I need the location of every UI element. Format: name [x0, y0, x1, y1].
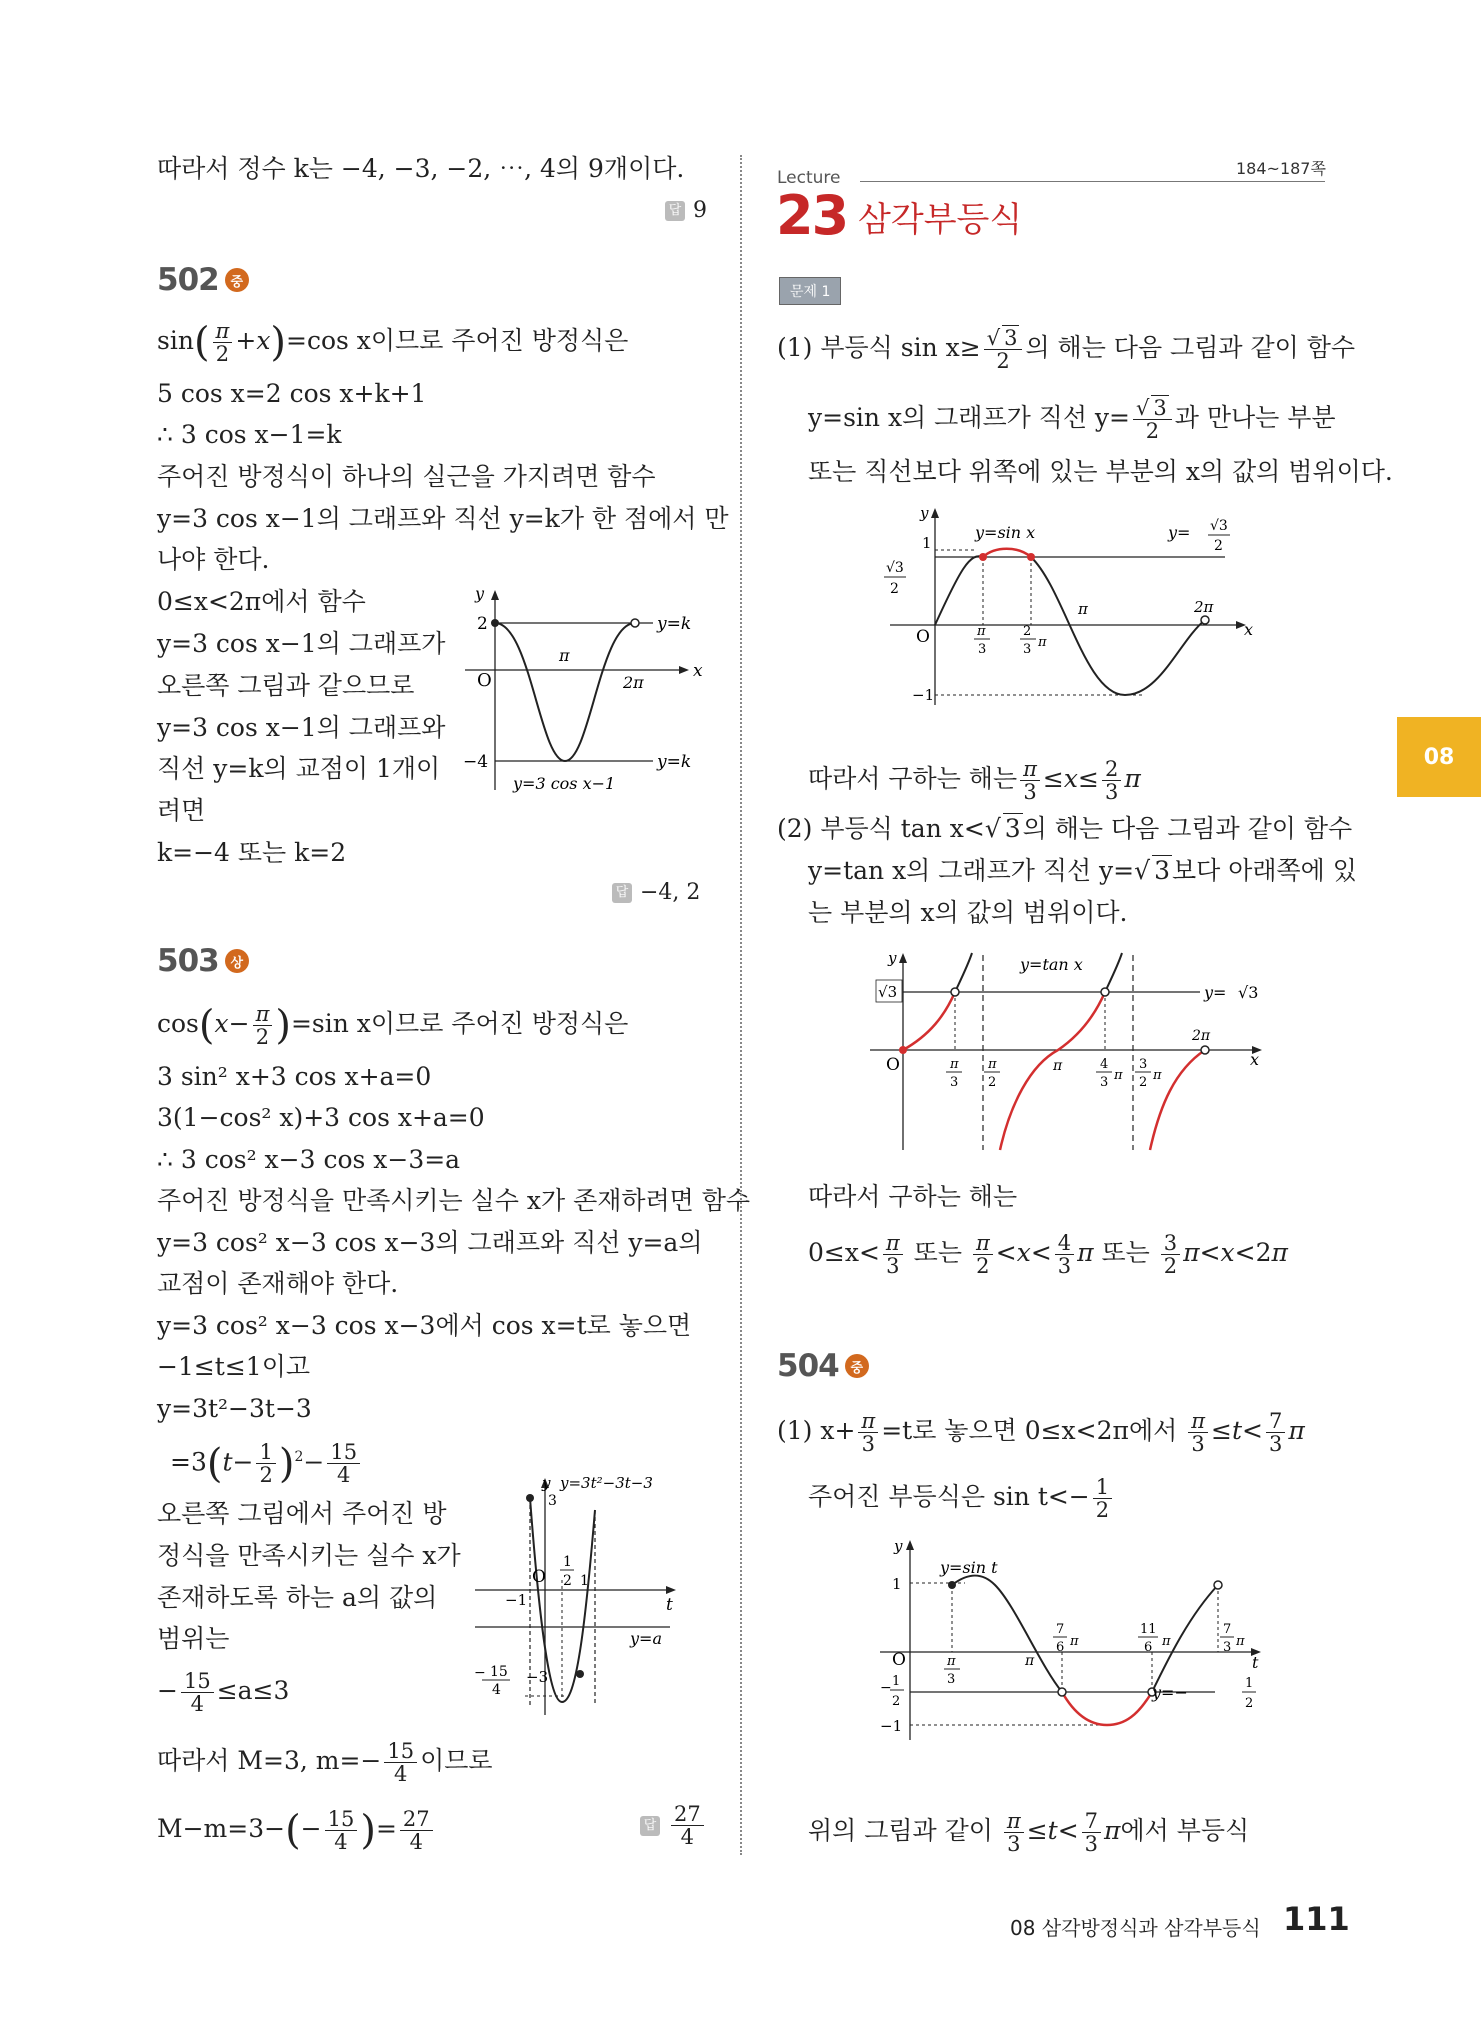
answer-icon: 답 — [665, 201, 685, 221]
lecture-number: 23 — [776, 184, 848, 247]
p502-line3: ∴ 3 cos x−1=k — [157, 420, 342, 449]
p502-line8: y=3 cos x−1의 그래프가 — [157, 629, 446, 658]
svg-text:−: − — [880, 1680, 892, 1696]
p503-line4: ∴ 3 cos² x−3 cos x−3=a — [157, 1145, 461, 1174]
p503-parabola-graph — [470, 1470, 710, 1720]
s1-line4: 따라서 구하는 해는 $\frac{\pi}{3}$ ≤x≤ $\frac{2}{3}$ π — [808, 757, 1141, 804]
p503-line5: 주어진 방정식을 만족시키는 실수 x가 존재하려면 함수 — [157, 1186, 751, 1215]
p502-cos-graph — [455, 585, 715, 795]
p503-line8: y=3 cos² x−3 cos x−3에서 cos x=t로 놓으면 — [157, 1311, 692, 1340]
p503-line1: cos(x− $\frac{\pi}{2}$ )=sin x이므로 주어진 방정식은 — [157, 1002, 629, 1049]
graph-x-label: x — [693, 661, 703, 681]
graph-curve-label: y=3t²−3t−3 — [560, 1474, 653, 1492]
p503-answer — [640, 1803, 707, 1848]
p503-line11: =3(t− $\frac{1}{2}$ )$^2$− $\frac{15}{4}$ — [170, 1440, 363, 1486]
p503-l16-post: ≤a≤3 — [216, 1676, 290, 1705]
p502-line10: y=3 cos x−1의 그래프와 — [157, 713, 446, 742]
frac-pi-2: $\frac{\pi}{2}$ — [253, 1003, 273, 1048]
p504-l3-pre: 위의 그림과 같이 — [808, 1816, 993, 1845]
p503-line7: 교점이 존재해야 한다. — [157, 1269, 399, 1298]
graph-vm3: −3 — [526, 1668, 549, 1686]
s2-l2-post: 보다 아래쪽에 있 — [1171, 856, 1357, 885]
s1-l2-pre: y=sin x의 그래프가 직선 y= — [808, 403, 1131, 432]
s2-line2: y=tan x의 그래프가 직선 y=√ 3보다 아래쪽에 있 — [808, 856, 1357, 885]
problem-503-number — [157, 943, 249, 979]
intro-answer — [665, 198, 707, 223]
s2-line4: 따라서 구하는 해는 — [808, 1182, 1018, 1211]
svg-text:7: 7 — [1223, 1622, 1232, 1637]
graph-2pi3-num: 2 — [1023, 624, 1032, 639]
graph-value-2: 2 — [477, 614, 488, 634]
s2-line5: 0≤x< $\frac{\pi}{3}$ 또는 $\frac{\pi}{2}$ <x< $\frac{4}{3}$ π 또는 $\frac{3}{2}$ π<x<2π — [808, 1231, 1288, 1278]
graph-origin: O — [916, 627, 930, 647]
graph-line-top: y=k — [657, 614, 692, 634]
difficulty-badge: 중 — [225, 268, 249, 292]
graph-curve-label: y=sin x — [975, 523, 1036, 542]
p503-line2: 3 sin² x+3 cos x+a=0 — [157, 1062, 432, 1091]
difficulty-badge: 상 — [225, 949, 249, 973]
p502-line11: 직선 y=k의 교점이 1개이 — [157, 754, 441, 783]
problem-504-number — [777, 1348, 869, 1384]
graph-7pi6-den: 6 — [1056, 1640, 1065, 1655]
p504-sin-graph — [870, 1535, 1270, 1745]
graph-sqrt3: 3 — [887, 983, 898, 1001]
graph-curve-label: y=tan x — [1020, 955, 1083, 974]
p502-l1-post: =cos x이므로 주어진 방정식은 — [286, 326, 629, 355]
svg-text:2: 2 — [1245, 1696, 1254, 1711]
svg-text:π: π — [988, 1057, 997, 1072]
answer-icon: 답 — [640, 1816, 660, 1836]
graph-pi: π — [1025, 1653, 1035, 1669]
answer-num: 27 — [671, 1803, 704, 1826]
svg-text:2: 2 — [1139, 1075, 1148, 1090]
graph-line-bot: y=k — [657, 752, 692, 772]
p503-l17-post: 이므로 — [420, 1746, 493, 1775]
svg-text:√3: √3 — [1238, 983, 1259, 1002]
graph-origin: O — [886, 1055, 900, 1075]
p503-l17-pre: 따라서 M=3, m=− — [157, 1746, 382, 1775]
graph-x-label: x — [1250, 1050, 1260, 1069]
p502-line6: 나야 한다. — [157, 545, 270, 574]
s2-l1-pre: (2) 부등식 tan x< — [777, 814, 985, 843]
p504-l1-mid: =t로 놓으면 0≤x<2π에서 — [881, 1416, 1178, 1445]
graph-7pi6-num: 7 — [1056, 1622, 1065, 1637]
difficulty-badge: 중 — [845, 1354, 869, 1378]
footer-page-number: 111 — [1283, 1900, 1350, 1938]
graph-2pi: 2π — [1192, 1028, 1211, 1044]
svg-text:3: 3 — [1223, 1640, 1232, 1655]
svg-text:π: π — [1162, 1634, 1171, 1649]
lecture-rule — [860, 181, 1325, 182]
problem-502-number — [157, 262, 249, 298]
graph-y-label: y — [542, 1474, 551, 1492]
graph-line-label: y= — [1168, 523, 1191, 542]
answer-fraction — [671, 1803, 704, 1848]
s1-l1-pre: (1) 부등식 sin x≥ — [777, 333, 981, 362]
p502-line2: 5 cos x=2 cos x+k+1 — [157, 379, 427, 408]
graph-mone: −1 — [912, 686, 935, 704]
svg-text:π: π — [1070, 1634, 1079, 1649]
graph-half-num: 1 — [563, 1554, 572, 1570]
p504-l1-pre: (1) x+ — [777, 1416, 856, 1445]
graph-one: 1 — [922, 534, 932, 552]
graph-mone: −1 — [880, 1717, 903, 1735]
graph-pi3-num: π — [977, 624, 986, 639]
p503-line6: y=3 cos² x−3 cos x−3의 그래프와 직선 y=a의 — [157, 1228, 703, 1257]
s2-l5-pre: 0≤x< — [808, 1238, 880, 1267]
graph-curve-label: y=3 cos x−1 — [513, 774, 616, 793]
svg-text:π: π — [1038, 635, 1047, 650]
p503-line18: M−m=3−(− $\frac{15}{4}$ )= $\frac{27}{4}$ — [157, 1808, 436, 1853]
s1-line1: (1) 부등식 sin x≥ $\frac{√ 3}{2}$ 의 해는 다음 그림과 같이 함수 — [777, 326, 1355, 373]
lecture-label: Lecture — [777, 168, 841, 188]
answer-value: 9 — [693, 198, 707, 223]
svg-text:1: 1 — [1245, 1676, 1254, 1691]
intro-line: 따라서 정수 k는 −4, −3, −2, ⋯, 4의 9개이다. — [157, 154, 685, 183]
svg-text:π: π — [1114, 1068, 1123, 1083]
s1-l4-pre: 따라서 구하는 해는 — [808, 764, 1018, 793]
graph-y-label: y — [894, 1537, 903, 1555]
graph-origin: O — [892, 1650, 906, 1670]
s1-l1-post: 의 해는 다음 그림과 같이 함수 — [1025, 333, 1355, 362]
s2-line1: (2) 부등식 tan x<√ 3의 해는 다음 그림과 같이 함수 — [777, 814, 1353, 843]
svg-text:π: π — [1236, 1634, 1245, 1649]
p503-l1-pre: cos — [157, 1009, 199, 1038]
p502-line13: k=−4 또는 k=2 — [157, 838, 347, 867]
p504-line2: 주어진 부등식은 sin t<− $\frac{1}{2}$ — [808, 1476, 1115, 1521]
svg-text:√3: √3 — [886, 560, 904, 576]
graph-v3: 3 — [548, 1493, 557, 1509]
p502-l1-pre: sin — [157, 326, 194, 355]
graph-pi: π — [1053, 1058, 1063, 1074]
graph-4pi3-den: 3 — [1100, 1075, 1109, 1090]
graph-line-label: y= — [1204, 983, 1227, 1002]
lecture-title: 삼각부등식 — [858, 200, 1023, 240]
p504-l3-post: 에서 부등식 — [1120, 1816, 1250, 1845]
p504-line3: 위의 그림과 같이 $\frac{\pi}{3}$ ≤t< $\frac{7}{3}$ π에서 부등식 — [808, 1809, 1250, 1856]
s1-line3: 또는 직선보다 위쪽에 있는 부분의 x의 값의 범위이다. — [808, 457, 1393, 486]
p503-line3: 3(1−cos² x)+3 cos x+a=0 — [157, 1103, 485, 1132]
p502-line12: 려면 — [157, 796, 206, 825]
p502-answer — [612, 880, 700, 905]
s2-line3: 는 부분의 x의 값의 범위이다. — [808, 898, 1128, 927]
graph-11pi6-num: 11 — [1140, 1622, 1157, 1637]
graph-y-label: y — [888, 949, 897, 967]
graph-2pi: 2π — [623, 673, 644, 692]
graph-pi: π — [559, 646, 570, 665]
svg-text:√3: √3 — [878, 983, 898, 1001]
graph-y-label: y — [920, 504, 929, 522]
graph-pi: π — [1078, 600, 1088, 618]
answer-icon: 답 — [612, 883, 632, 903]
page-range: 184~187쪽 — [1236, 159, 1326, 178]
p503-line9: −1≤t≤1이고 — [157, 1352, 310, 1381]
graph-pi3-den: 3 — [978, 642, 987, 657]
svg-text:2: 2 — [1214, 538, 1223, 554]
footer-chapter: 08 삼각방정식과 삼각부등식 — [1010, 1916, 1261, 1940]
p503-line15: 범위는 — [157, 1624, 230, 1653]
p502-line7: 0≤x<2π에서 함수 — [157, 587, 366, 616]
graph-pi2-den: 2 — [988, 1075, 997, 1090]
p504-l2-pre: 주어진 부등식은 sin t<− — [808, 1482, 1090, 1511]
p503-line17: 따라서 M=3, m=− $\frac{15}{4}$ 이므로 — [157, 1739, 493, 1786]
problem-tag: 문제 1 — [779, 277, 841, 305]
p502-line5: y=3 cos x−1의 그래프와 직선 y=k가 한 점에서 만 — [157, 504, 729, 533]
problem-number: 502 — [157, 262, 219, 298]
p503-line13: 정식을 만족시키는 실수 x가 — [157, 1541, 461, 1570]
s2-l5-or1: 또는 — [913, 1238, 962, 1267]
p503-line12: 오른쪽 그림에서 주어진 방 — [157, 1499, 447, 1528]
graph-half-den: 2 — [563, 1573, 572, 1589]
s2-tan-graph — [860, 945, 1270, 1160]
graph-m15-den: 4 — [492, 1682, 501, 1698]
frac-pi-2: $\frac{\pi}{2}$ — [213, 320, 233, 365]
graph-line-label: y=a — [630, 1629, 662, 1648]
graph-one: 1 — [892, 1575, 902, 1593]
problem-number: 503 — [157, 943, 219, 979]
graph-half-den: 2 — [892, 1694, 901, 1709]
svg-text:−: − — [474, 1665, 486, 1681]
p503-l18-pre: M−m=3− — [157, 1814, 286, 1843]
p503-l11-pre: =3 — [170, 1447, 207, 1477]
graph-t-label: t — [666, 1595, 673, 1615]
svg-text:2: 2 — [890, 581, 899, 597]
svg-text:π: π — [947, 1654, 956, 1669]
svg-text:3: 3 — [950, 1075, 959, 1090]
graph-origin: O — [477, 670, 492, 691]
graph-pi3-den: 3 — [947, 1672, 956, 1687]
graph-value-m4: −4 — [463, 752, 489, 772]
s2-l2-pre: y=tan x의 그래프가 직선 y= — [808, 856, 1135, 885]
s1-sin-graph — [880, 500, 1260, 715]
graph-2pi: 2π — [1194, 598, 1214, 616]
svg-text:6: 6 — [1144, 1640, 1153, 1655]
svg-text:√3: √3 — [1210, 518, 1228, 534]
p502-line9: 오른쪽 그림과 같으므로 — [157, 671, 415, 700]
graph-t-label: t — [1252, 1653, 1259, 1672]
svg-text:π: π — [950, 1057, 959, 1072]
p502-line1: sin( $\frac{\pi}{2}$ +x)=cos x이므로 주어진 방정식은 — [157, 319, 629, 366]
svg-text:3: 3 — [1023, 642, 1032, 657]
graph-4pi3-num: 4 — [1100, 1057, 1109, 1072]
column-divider — [740, 155, 742, 1855]
p503-line10: y=3t²−3t−3 — [157, 1394, 312, 1423]
s1-line2: y=sin x의 그래프가 직선 y= $\frac{√ 3}{2}$ 과 만나는 부분 — [808, 396, 1336, 443]
chapter-side-tab: 08 — [1397, 717, 1481, 797]
s1-l2-post: 과 만나는 부분 — [1174, 403, 1336, 432]
graph-y-label: y — [475, 585, 485, 603]
p504-line1: (1) x+ $\frac{\pi}{3}$ =t로 놓으면 0≤x<2π에서 $\frac{\pi}{3}$ ≤t< $\frac{7}{3}$ π — [777, 1409, 1305, 1456]
graph-m15-num: 15 — [490, 1664, 508, 1680]
graph-origin: O — [532, 1567, 546, 1587]
graph-x-label: x — [1244, 620, 1254, 639]
p503-l1-post: =sin x이므로 주어진 방정식은 — [290, 1009, 629, 1038]
graph-line-label: y=− — [1152, 1683, 1188, 1702]
answer-value: −4, 2 — [640, 880, 701, 905]
graph-half-num: 1 — [892, 1674, 901, 1689]
svg-text:π: π — [1153, 1068, 1162, 1083]
s2-l1-post: 의 해는 다음 그림과 같이 함수 — [1022, 814, 1353, 843]
graph-one: 1 — [580, 1573, 589, 1589]
p503-line14: 존재하도록 하는 a의 값의 — [157, 1583, 438, 1612]
answer-den: 4 — [680, 1825, 695, 1849]
problem-number: 504 — [777, 1348, 839, 1384]
svg-text:3: 3 — [1139, 1057, 1148, 1072]
p502-line4: 주어진 방정식이 하나의 실근을 가지려면 함수 — [157, 462, 656, 491]
graph-vm1: −1 — [505, 1591, 528, 1609]
graph-curve-label: y=sin t — [940, 1558, 998, 1577]
p503-line16: − $\frac{15}{4}$ ≤a≤3 — [157, 1669, 290, 1716]
